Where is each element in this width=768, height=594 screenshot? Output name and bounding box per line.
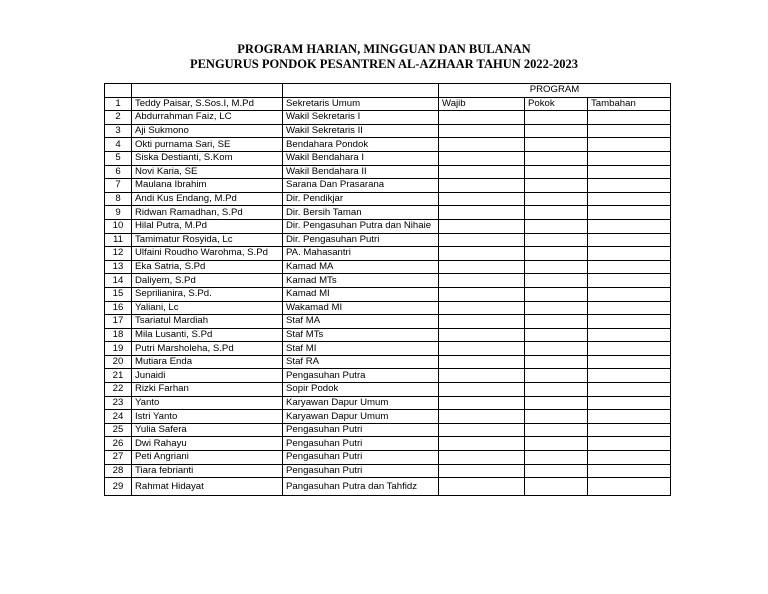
- row-name: Seprilianira, S.Pd.: [132, 287, 283, 301]
- program-tambahan-cell: [588, 260, 671, 274]
- program-tambahan-cell: [588, 342, 671, 356]
- row-number: 3: [105, 124, 132, 138]
- row-number: 8: [105, 192, 132, 206]
- row-number: 29: [105, 478, 132, 496]
- program-wajib-cell: [439, 165, 525, 179]
- program-pokok-cell: [525, 179, 588, 193]
- program-wajib-cell: [439, 151, 525, 165]
- program-tambahan-cell: [588, 315, 671, 329]
- row-name: Maulana Ibrahim: [132, 179, 283, 193]
- program-pokok-cell: Pokok: [525, 97, 588, 111]
- row-number: 1: [105, 97, 132, 111]
- program-tambahan-cell: [588, 206, 671, 220]
- row-name: Aji Sukmono: [132, 124, 283, 138]
- row-name: Rizki Farhan: [132, 383, 283, 397]
- program-tambahan-cell: [588, 478, 671, 496]
- row-name: Yanto: [132, 396, 283, 410]
- program-tambahan-cell: [588, 111, 671, 125]
- row-name: Rahmat Hidayat: [132, 478, 283, 496]
- program-tambahan-cell: [588, 369, 671, 383]
- table-row: [105, 179, 671, 193]
- row-position: Kamad MTs: [283, 274, 439, 288]
- row-number: 22: [105, 383, 132, 397]
- program-pokok-cell: [525, 287, 588, 301]
- row-name: Yulia Safera: [132, 423, 283, 437]
- program-tambahan-cell: [588, 328, 671, 342]
- program-tambahan-cell: [588, 451, 671, 465]
- program-pokok-cell: [525, 192, 588, 206]
- row-number: 15: [105, 287, 132, 301]
- row-name: Dwi Rahayu: [132, 437, 283, 451]
- program-tambahan-cell: [588, 355, 671, 369]
- program-wajib-cell: [439, 274, 525, 288]
- header-row: [105, 84, 671, 98]
- row-position: Dir. Pengasuhan Putra dan Nihaie: [283, 219, 439, 233]
- row-name: Okti purnama Sari, SE: [132, 138, 283, 152]
- program-wajib-cell: [439, 179, 525, 193]
- program-tambahan-cell: [588, 383, 671, 397]
- program-tambahan-cell: [588, 396, 671, 410]
- program-wajib-cell: [439, 328, 525, 342]
- table-row: [105, 192, 671, 206]
- table-row: [105, 247, 671, 261]
- row-position: Pangasuhan Putra dan Tahfidz: [283, 478, 439, 496]
- program-pokok-cell: [525, 247, 588, 261]
- program-pokok-cell: [525, 355, 588, 369]
- program-wajib-cell: [439, 247, 525, 261]
- table-row: [105, 97, 671, 111]
- program-tambahan-cell: [588, 274, 671, 288]
- row-name: Novi Karia, SE: [132, 165, 283, 179]
- row-position: Staf MA: [283, 315, 439, 329]
- row-position: Pengasuhan Putri: [283, 423, 439, 437]
- program-wajib-cell: Wajib: [439, 97, 525, 111]
- program-pokok-cell: [525, 383, 588, 397]
- program-pokok-cell: [525, 301, 588, 315]
- table-row: [105, 287, 671, 301]
- row-position: Wakil Sekretaris II: [283, 124, 439, 138]
- program-wajib-cell: [439, 233, 525, 247]
- row-name: Peti Angriani: [132, 451, 283, 465]
- row-number: 16: [105, 301, 132, 315]
- row-position: Pengasuhan Putri: [283, 464, 439, 478]
- program-wajib-cell: [439, 355, 525, 369]
- program-tambahan-cell: [588, 301, 671, 315]
- program-pokok-cell: [525, 206, 588, 220]
- row-number: 12: [105, 247, 132, 261]
- program-pokok-cell: [525, 274, 588, 288]
- row-number: 13: [105, 260, 132, 274]
- table-row: [105, 274, 671, 288]
- row-name: Istri Yanto: [132, 410, 283, 424]
- row-position: Sopir Podok: [283, 383, 439, 397]
- table-row: [105, 233, 671, 247]
- program-pokok-cell: [525, 342, 588, 356]
- program-wajib-cell: [439, 464, 525, 478]
- table-row: [105, 151, 671, 165]
- program-tambahan-cell: [588, 410, 671, 424]
- row-position: Staf RA: [283, 355, 439, 369]
- table-row: [105, 396, 671, 410]
- row-number: 18: [105, 328, 132, 342]
- row-number: 27: [105, 451, 132, 465]
- table-row: [105, 301, 671, 315]
- row-position: Wakil Bendahara I: [283, 151, 439, 165]
- program-pokok-cell: [525, 437, 588, 451]
- header-cell-position: [283, 84, 439, 98]
- row-name: Mutiara Enda: [132, 355, 283, 369]
- row-position: Pengasuhan Putri: [283, 437, 439, 451]
- row-name: Hilal Putra, M.Pd: [132, 219, 283, 233]
- row-number: 23: [105, 396, 132, 410]
- table-row: [105, 478, 671, 496]
- table-row: [105, 410, 671, 424]
- program-tambahan-cell: [588, 165, 671, 179]
- staff-program-table: [104, 83, 671, 496]
- table-row: [105, 328, 671, 342]
- row-number: 2: [105, 111, 132, 125]
- program-pokok-cell: [525, 478, 588, 496]
- program-pokok-cell: [525, 396, 588, 410]
- program-tambahan-cell: [588, 437, 671, 451]
- row-position: Wakil Bendahara II: [283, 165, 439, 179]
- program-tambahan-cell: [588, 179, 671, 193]
- program-wajib-cell: [439, 124, 525, 138]
- program-pokok-cell: [525, 151, 588, 165]
- row-number: 9: [105, 206, 132, 220]
- table-row: [105, 355, 671, 369]
- program-wajib-cell: [439, 342, 525, 356]
- row-name: Yaliani, Lc: [132, 301, 283, 315]
- row-name: Ulfaini Roudho Warohma, S.Pd: [132, 247, 283, 261]
- program-pokok-cell: [525, 124, 588, 138]
- row-number: 10: [105, 219, 132, 233]
- row-position: Pengasuhan Putra: [283, 369, 439, 383]
- program-wajib-cell: [439, 260, 525, 274]
- document-title-line-2: PENGURUS PONDOK PESANTREN AL-AZHAAR TAHUN 2022-2023: [189, 57, 579, 71]
- table-row: [105, 138, 671, 152]
- row-position: Karyawan Dapur Umum: [283, 410, 439, 424]
- program-wajib-cell: [439, 451, 525, 465]
- row-name: Mila Lusanti, S.Pd: [132, 328, 283, 342]
- row-number: 5: [105, 151, 132, 165]
- row-position: Bendahara Pondok: [283, 138, 439, 152]
- program-wajib-cell: [439, 206, 525, 220]
- program-pokok-cell: [525, 315, 588, 329]
- program-tambahan-cell: [588, 233, 671, 247]
- row-number: 28: [105, 464, 132, 478]
- row-name: Abdurrahman Faiz, LC: [132, 111, 283, 125]
- row-name: Ridwan Ramadhan, S.Pd: [132, 206, 283, 220]
- program-tambahan-cell: [588, 464, 671, 478]
- header-program: PROGRAM: [439, 84, 671, 98]
- row-name: Eka Satria, S.Pd: [132, 260, 283, 274]
- program-pokok-cell: [525, 260, 588, 274]
- row-position: Sarana Dan Prasarana: [283, 179, 439, 193]
- row-number: 26: [105, 437, 132, 451]
- program-wajib-cell: [439, 369, 525, 383]
- table-body: [105, 84, 671, 496]
- row-name: Tiara febrianti: [132, 464, 283, 478]
- table-row: [105, 111, 671, 125]
- row-name: Daliyem, S.Pd: [132, 274, 283, 288]
- row-position: Kamad MI: [283, 287, 439, 301]
- row-number: 14: [105, 274, 132, 288]
- program-wajib-cell: [439, 301, 525, 315]
- header-cell-name: [132, 84, 283, 98]
- row-name: Tsariatul Mardiah: [132, 315, 283, 329]
- program-wajib-cell: [439, 138, 525, 152]
- table-row: [105, 383, 671, 397]
- row-position: Dir. Pengasuhan Putri: [283, 233, 439, 247]
- row-position: Karyawan Dapur Umum: [283, 396, 439, 410]
- program-wajib-cell: [439, 192, 525, 206]
- row-number: 7: [105, 179, 132, 193]
- row-position: Pengasuhan Putri: [283, 451, 439, 465]
- program-pokok-cell: [525, 410, 588, 424]
- row-name: Andi Kus Endang, M.Pd: [132, 192, 283, 206]
- row-number: 4: [105, 138, 132, 152]
- table-row: [105, 219, 671, 233]
- program-wajib-cell: [439, 423, 525, 437]
- program-tambahan-cell: [588, 138, 671, 152]
- program-pokok-cell: [525, 165, 588, 179]
- program-tambahan-cell: [588, 192, 671, 206]
- program-pokok-cell: [525, 233, 588, 247]
- row-position: Staf MI: [283, 342, 439, 356]
- row-number: 19: [105, 342, 132, 356]
- program-tambahan-cell: Tambahan: [588, 97, 671, 111]
- program-pokok-cell: [525, 423, 588, 437]
- program-pokok-cell: [525, 464, 588, 478]
- row-position: Sekretaris Umum: [283, 97, 439, 111]
- row-number: 21: [105, 369, 132, 383]
- program-tambahan-cell: [588, 151, 671, 165]
- program-tambahan-cell: [588, 219, 671, 233]
- row-name: Siska Destianti, S.Kom: [132, 151, 283, 165]
- row-position: PA. Mahasantri: [283, 247, 439, 261]
- table-row: [105, 423, 671, 437]
- row-position: Wakil Sekretaris I: [283, 111, 439, 125]
- table-row: [105, 124, 671, 138]
- table-row: [105, 369, 671, 383]
- header-cell-no: [105, 84, 132, 98]
- row-number: 24: [105, 410, 132, 424]
- table-row: [105, 315, 671, 329]
- program-tambahan-cell: [588, 124, 671, 138]
- program-wajib-cell: [439, 111, 525, 125]
- program-pokok-cell: [525, 138, 588, 152]
- program-wajib-cell: [439, 478, 525, 496]
- row-name: Tamimatur Rosyida, Lc: [132, 233, 283, 247]
- row-position: Staf MTs: [283, 328, 439, 342]
- table-row: [105, 464, 671, 478]
- table-row: [105, 260, 671, 274]
- program-wajib-cell: [439, 219, 525, 233]
- row-name: Junaidi: [132, 369, 283, 383]
- program-wajib-cell: [439, 437, 525, 451]
- row-position: Kamad MA: [283, 260, 439, 274]
- program-tambahan-cell: [588, 287, 671, 301]
- row-number: 6: [105, 165, 132, 179]
- program-wajib-cell: [439, 410, 525, 424]
- program-pokok-cell: [525, 328, 588, 342]
- row-name: Putri Marsholeha, S.Pd: [132, 342, 283, 356]
- row-number: 11: [105, 233, 132, 247]
- program-wajib-cell: [439, 287, 525, 301]
- table-row: [105, 437, 671, 451]
- row-number: 25: [105, 423, 132, 437]
- table-row: [105, 206, 671, 220]
- row-number: 17: [105, 315, 132, 329]
- program-pokok-cell: [525, 219, 588, 233]
- program-tambahan-cell: [588, 247, 671, 261]
- program-wajib-cell: [439, 383, 525, 397]
- program-wajib-cell: [439, 315, 525, 329]
- table-row: [105, 165, 671, 179]
- row-position: Dir. Pendikjar: [283, 192, 439, 206]
- program-pokok-cell: [525, 369, 588, 383]
- table-row: [105, 451, 671, 465]
- table-row: [105, 342, 671, 356]
- program-tambahan-cell: [588, 423, 671, 437]
- row-name: Teddy Paisar, S.Sos.I, M.Pd: [132, 97, 283, 111]
- program-pokok-cell: [525, 111, 588, 125]
- program-pokok-cell: [525, 451, 588, 465]
- row-position: Wakamad MI: [283, 301, 439, 315]
- row-position: Dir. Bersih Taman: [283, 206, 439, 220]
- document-title-line-1: PROGRAM HARIAN, MINGGUAN DAN BULANAN: [237, 42, 531, 56]
- program-wajib-cell: [439, 396, 525, 410]
- row-number: 20: [105, 355, 132, 369]
